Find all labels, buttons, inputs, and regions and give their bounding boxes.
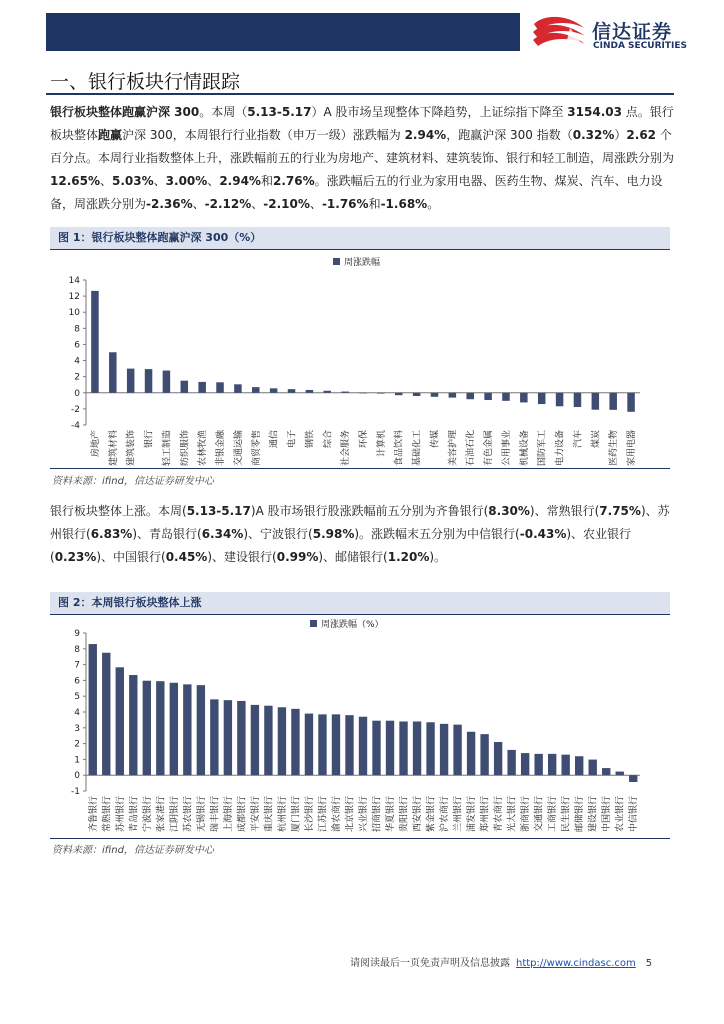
- y-tick-label: 4: [74, 356, 80, 367]
- page-number: 5: [645, 958, 653, 969]
- bar: [129, 675, 137, 775]
- x-tick-label: 建筑材料: [108, 430, 119, 466]
- x-tick-label: 北京银行: [345, 796, 356, 833]
- x-tick-label: 计算机: [376, 430, 387, 458]
- bar: [145, 369, 153, 393]
- bar: [480, 734, 488, 775]
- text: 。: [427, 197, 440, 211]
- y-tick-label: 6: [74, 340, 80, 351]
- top-bank-value: 8.30%: [488, 504, 530, 518]
- bar: [234, 384, 242, 392]
- x-tick-label: 商贸零售: [251, 430, 262, 466]
- x-tick-label: 贵阳银行: [399, 796, 410, 833]
- y-tick-label: 12: [68, 292, 80, 303]
- y-tick-label: 8: [74, 644, 80, 655]
- x-tick-label: 机械设备: [519, 430, 530, 466]
- x-tick-label: 西安银行: [413, 796, 424, 833]
- text: )。涨跌幅末五分别为中信银行(: [354, 527, 520, 541]
- paragraph-bank-stocks: [50, 500, 674, 569]
- text: 点。银行板块整体: [50, 105, 674, 142]
- x-tick-label: 房地产: [90, 430, 101, 458]
- x-tick-label: 交通运输: [233, 430, 244, 466]
- bottom-bank-value: 0.45%: [165, 550, 208, 564]
- top-bank-value: 7.75%: [599, 504, 641, 518]
- page-footer: [350, 954, 652, 969]
- bar: [170, 683, 178, 775]
- bar: [306, 390, 314, 393]
- x-tick-label: 江苏银行: [318, 796, 329, 833]
- bar: [251, 705, 259, 775]
- bar: [629, 775, 637, 782]
- bar: [574, 393, 582, 407]
- text: )、常熟银行(: [529, 504, 600, 518]
- diff-value: 2.62: [626, 128, 657, 142]
- text: )、青岛银行(: [132, 527, 202, 541]
- text: 个百分点。本周行业指数整体上升，涨跌幅前五的行业为房地产、建筑材料、建筑装饰、银行和轻工制造，周涨跌分别为: [50, 128, 675, 165]
- y-tick-label: 7: [74, 660, 80, 671]
- bar: [89, 644, 97, 775]
- x-tick-label: 公用事业: [501, 430, 512, 466]
- bar: [143, 681, 151, 775]
- x-tick-label: 建设银行: [588, 796, 599, 833]
- bar: [224, 700, 232, 775]
- x-tick-label: 江阴银行: [169, 796, 180, 833]
- figure-2-bottom-rule: [50, 838, 670, 839]
- bank-change: 2.94%: [404, 128, 447, 142]
- bar: [609, 393, 617, 410]
- text: )、苏州银行(: [50, 504, 670, 541]
- bottom-value: -1.76%: [321, 197, 369, 211]
- top-bank-value: 6.34%: [201, 527, 244, 541]
- bar: [592, 393, 600, 410]
- top-value: 5.03%: [112, 174, 154, 188]
- bar: [288, 389, 296, 393]
- text: ）: [614, 128, 627, 142]
- bar: [426, 722, 434, 775]
- x-tick-label: 青农商行: [494, 796, 505, 833]
- text: )、宁波银行(: [243, 527, 313, 541]
- logo-english-name: CINDA SECURITIES: [593, 41, 687, 51]
- y-tick-label: -2: [71, 404, 80, 415]
- y-tick-label: 2: [74, 739, 80, 750]
- x-tick-label: 沪农商行: [440, 796, 451, 833]
- bar: [318, 714, 326, 775]
- bar: [466, 393, 474, 399]
- paragraph-market-summary: 银行板块整体跑赢沪深 300。本周（5.13-5.17）A 股市场呈现整体下降趋势，上证综指下降至 3154.03 点。银行板块整体跑赢沪深 300，本周银行行业指数（申万一级）涨跌幅为 2.94%，跑赢沪深 300 指数（0.32%）2.62 个百分点。本周行业指数整体上升，涨跌幅前五的行业为房地产、建筑材料、建筑装饰、银行和轻工制造，周涨跌分别为 12.65%、5.03%、3.00%、2.94%和2.76%。涨跌幅后五的行业为家用电器、医药生物、煤炭、汽车、电力设备，周涨跌分别为-2.36%、-2.12%、-2.10%、-1.76%和-1.68%。: [50, 105, 675, 211]
- y-tick-label: 5: [74, 692, 80, 703]
- bar: [332, 714, 340, 775]
- text: ）A 股市场呈现整体下降趋势，上证综指下降至: [311, 105, 568, 119]
- x-tick-label: 社会服务: [341, 430, 352, 466]
- bar: [270, 388, 278, 392]
- bar: [305, 714, 313, 776]
- bar: [484, 393, 492, 400]
- header-bar: [46, 13, 520, 51]
- x-tick-label: 建筑装饰: [126, 430, 137, 466]
- bottom-value: -2.36%: [146, 197, 193, 211]
- x-tick-label: 医药生物: [609, 430, 620, 466]
- x-tick-label: 中国银行: [602, 796, 613, 833]
- bar: [324, 391, 332, 393]
- y-tick-label: 14: [68, 276, 80, 286]
- text: 。本周（: [199, 105, 248, 119]
- x-tick-label: 钢铁: [305, 430, 316, 449]
- bar: [359, 717, 367, 775]
- y-tick-label: -1: [71, 787, 80, 797]
- bar: [521, 753, 529, 775]
- bar: [440, 724, 448, 775]
- bottom-bank-value: 0.23%: [54, 550, 97, 564]
- x-tick-label: 宁波银行: [142, 796, 153, 833]
- x-tick-label: 常熟银行: [102, 796, 113, 833]
- x-tick-label: 浦发银行: [467, 796, 478, 833]
- text: 银行板块整体上涨。本周(: [50, 504, 187, 518]
- x-tick-label: 郑州银行: [480, 796, 491, 833]
- x-tick-label: 民生银行: [561, 796, 572, 833]
- text: )、邮储银行(: [318, 550, 388, 564]
- x-tick-label: 农林牧渔: [198, 430, 209, 466]
- x-tick-label: 成都银行: [237, 796, 248, 833]
- text: ，跑赢沪深 300 指数（: [446, 128, 573, 142]
- x-tick-label: 渝农商行: [331, 796, 342, 833]
- bar: [449, 393, 457, 398]
- x-tick-label: 苏州银行: [115, 796, 126, 833]
- bar: [395, 393, 403, 395]
- x-tick-label: 紫金银行: [426, 796, 437, 833]
- x-tick-label: 华夏银行: [386, 796, 397, 833]
- x-tick-label: 美容护理: [448, 430, 459, 466]
- figure-2-title: 图 2：本周银行板块整体上涨: [50, 592, 670, 614]
- text: )、农业银行(: [50, 527, 632, 564]
- bar: [102, 653, 110, 775]
- bar: [345, 715, 353, 775]
- bottom-bank-value: 0.99%: [276, 550, 319, 564]
- x-tick-label: 综合: [323, 430, 334, 449]
- bar: [453, 725, 461, 776]
- x-tick-label: 瑞丰银行: [210, 796, 221, 833]
- x-tick-label: 电子: [287, 430, 298, 449]
- bar: [163, 371, 171, 393]
- x-tick-label: 工商银行: [548, 796, 559, 833]
- y-tick-label: 3: [74, 723, 80, 734]
- bar: [431, 393, 439, 397]
- footer-disclaimer: 请阅读最后一页免责声明及信息披露: [350, 958, 510, 969]
- section-divider: [46, 93, 674, 95]
- logo-chinese-name: 信达证券: [592, 21, 673, 43]
- bottom-value: -1.68%: [380, 197, 428, 211]
- bar: [589, 760, 597, 776]
- bank-stock-chart: [50, 615, 670, 837]
- text: )。: [429, 550, 447, 564]
- bar: [278, 707, 286, 775]
- x-tick-label: 国防军工: [537, 430, 548, 466]
- bar: [198, 382, 206, 393]
- x-tick-label: 中信银行: [629, 796, 640, 833]
- x-tick-label: 轻工制造: [162, 430, 173, 466]
- bar: [377, 393, 385, 394]
- bar: [548, 754, 556, 775]
- y-tick-label: 4: [74, 708, 80, 718]
- x-tick-label: 青岛银行: [129, 796, 140, 833]
- x-tick-label: 邮储银行: [575, 796, 586, 833]
- bottom-value: -2.12%: [204, 197, 252, 211]
- x-tick-label: 平安银行: [250, 796, 261, 833]
- text: 。涨跌幅后五的行业为家用电器、医药生物、煤炭、汽车、电力设备，周涨跌分别为: [50, 174, 663, 211]
- x-tick-label: 招商银行: [372, 796, 383, 833]
- legend-label: 周涨跌幅（%）: [321, 620, 384, 630]
- top-bank-value: 5.98%: [312, 527, 355, 541]
- bar: [156, 681, 164, 775]
- x-tick-label: 汽车: [573, 430, 584, 449]
- x-tick-label: 煤炭: [591, 430, 602, 449]
- bar: [413, 393, 421, 396]
- x-tick-label: 厦门银行: [291, 796, 302, 833]
- bar: [386, 721, 394, 776]
- bar: [237, 701, 245, 775]
- cinda-logo-icon: [530, 14, 592, 54]
- text: )、建设银行(: [207, 550, 277, 564]
- x-tick-label: 光大银行: [507, 796, 518, 833]
- bar: [467, 732, 475, 775]
- x-tick-label: 银行: [144, 430, 155, 449]
- hs300-change: 0.32%: [572, 128, 615, 142]
- x-tick-label: 食品饮料: [394, 430, 405, 466]
- bar: [627, 393, 635, 412]
- y-tick-label: 9: [74, 629, 80, 639]
- company-logo: [530, 14, 710, 54]
- legend-label: 周涨跌幅: [344, 258, 381, 268]
- bar: [210, 699, 218, 775]
- top-bank-value: 6.83%: [90, 527, 133, 541]
- bar: [494, 742, 502, 775]
- figure-1-title: 图 1：银行板块整体跑赢沪深 300（%）: [50, 227, 670, 249]
- bar: [413, 721, 421, 775]
- y-tick-label: 8: [74, 324, 80, 335]
- bottom-value: -2.10%: [263, 197, 310, 211]
- bar: [252, 387, 260, 393]
- footer-url-link[interactable]: http://www.cindasc.com: [516, 958, 636, 969]
- text: )A 股市场银行股涨跌幅前五分别为齐鲁银行(: [250, 504, 489, 518]
- bar: [116, 667, 124, 775]
- x-tick-label: 非银金融: [216, 430, 227, 466]
- x-tick-label: 齐鲁银行: [88, 796, 99, 833]
- y-tick-label: 2: [74, 372, 80, 383]
- section-title: 一、银行板块行情跟踪: [50, 71, 241, 93]
- bar: [216, 382, 224, 392]
- figure-1-bottom-rule: [50, 468, 670, 469]
- bar: [341, 392, 349, 393]
- bar: [538, 393, 546, 404]
- bar: [372, 721, 380, 776]
- bottom-bank-value: 1.20%: [387, 550, 430, 564]
- text: )、中国银行(: [96, 550, 166, 564]
- bar: [602, 768, 610, 775]
- figure-1-source: 资料来源：ifind，信达证券研发中心: [52, 476, 214, 487]
- x-tick-label: 上海银行: [223, 796, 234, 833]
- y-tick-label: 0: [74, 771, 80, 782]
- bar: [520, 393, 528, 403]
- industry-chart: [50, 250, 670, 466]
- x-tick-label: 有色金属: [484, 430, 495, 466]
- x-tick-label: 石油石化: [466, 430, 477, 466]
- bar: [575, 756, 583, 775]
- x-tick-label: 兴业银行: [359, 796, 369, 833]
- legend-swatch: [333, 258, 340, 265]
- top-value: 12.65%: [50, 174, 100, 188]
- x-tick-label: 通信: [269, 430, 280, 449]
- figure-2-source: 资料来源：ifind，信达证券研发中心: [52, 845, 214, 856]
- bar: [181, 381, 189, 393]
- bar: [183, 684, 191, 775]
- x-tick-label: 家用电器: [627, 430, 638, 466]
- y-tick-label: 10: [68, 308, 80, 319]
- y-tick-label: 6: [74, 676, 80, 687]
- y-tick-label: -4: [71, 421, 80, 431]
- y-tick-label: 1: [74, 755, 80, 766]
- legend-swatch: [310, 620, 317, 627]
- x-tick-label: 无锡银行: [196, 796, 207, 833]
- x-tick-label: 苏农银行: [183, 796, 194, 833]
- bar: [91, 291, 99, 393]
- x-tick-label: 纺织服饰: [180, 430, 191, 466]
- sh-index-value: 3154.03: [567, 105, 622, 119]
- x-tick-label: 传媒: [430, 430, 441, 449]
- bar: [359, 393, 367, 394]
- bar: [291, 709, 299, 775]
- x-tick-label: 环保: [359, 430, 369, 449]
- x-tick-label: 兰州银行: [453, 796, 464, 833]
- bottom-bank-value: -0.43%: [519, 527, 567, 541]
- y-tick-label: 0: [74, 388, 80, 399]
- period: 5.13-5.17: [247, 105, 312, 119]
- para-lead: 银行板块整体跑赢沪深 300: [50, 105, 200, 119]
- bar: [616, 772, 624, 776]
- top-value: 3.00%: [165, 174, 208, 188]
- bar: [502, 393, 510, 401]
- outperform-word: 跑赢: [98, 128, 123, 142]
- period: 5.13-5.17: [186, 504, 251, 518]
- x-tick-label: 电力设备: [555, 430, 566, 466]
- bar: [109, 352, 117, 393]
- bar: [399, 721, 407, 775]
- bar: [556, 393, 564, 407]
- x-tick-label: 基础化工: [412, 430, 423, 466]
- top-value: 2.76%: [272, 174, 315, 188]
- bar: [534, 754, 542, 775]
- top-value: 2.94%: [219, 174, 261, 188]
- x-tick-label: 浙商银行: [521, 796, 532, 833]
- x-tick-label: 重庆银行: [264, 796, 275, 833]
- bar: [127, 369, 135, 393]
- x-tick-label: 交通银行: [534, 796, 545, 833]
- x-tick-label: 农业银行: [615, 796, 626, 833]
- bar: [197, 685, 205, 775]
- bar: [561, 755, 569, 776]
- x-tick-label: 张家港行: [156, 796, 167, 833]
- x-tick-label: 长沙银行: [304, 796, 315, 833]
- text: 沪深 300，本周银行行业指数（申万一级）涨跌幅为: [122, 128, 405, 142]
- bar: [264, 706, 272, 776]
- x-tick-label: 杭州银行: [277, 796, 288, 833]
- bar: [507, 750, 515, 775]
